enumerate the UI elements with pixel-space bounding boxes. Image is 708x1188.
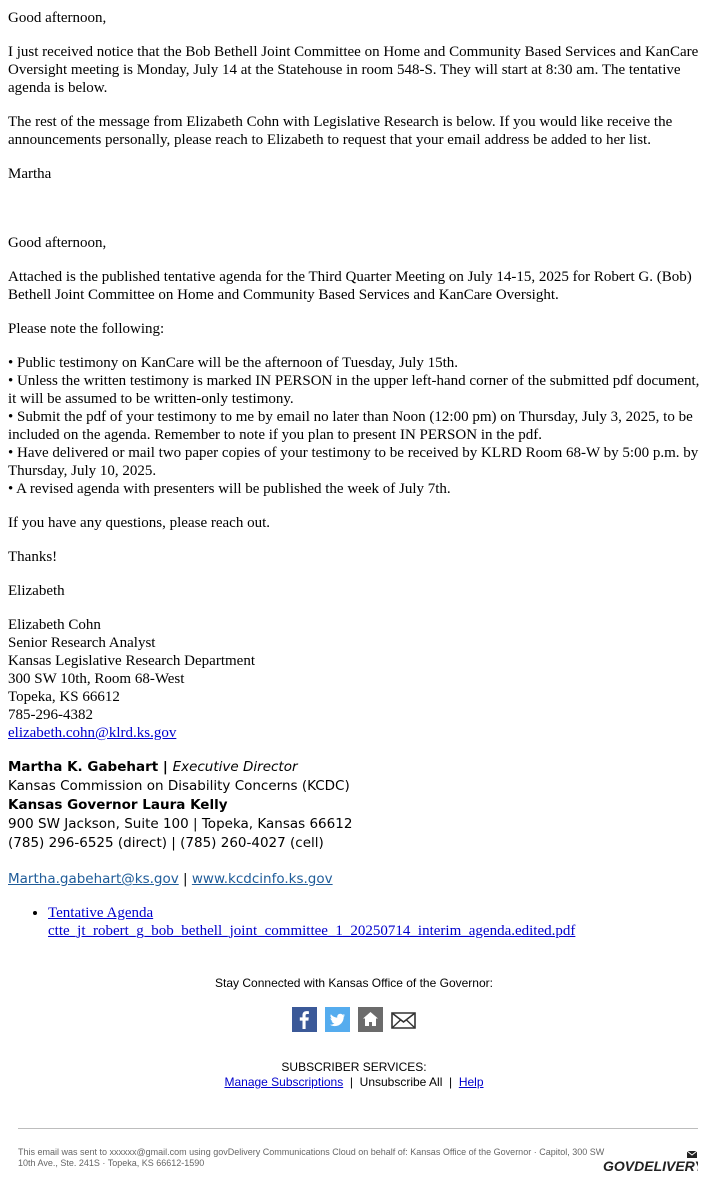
list-item: • A revised agenda with presenters will be published the week of July 7th.	[8, 481, 451, 497]
stay-connected	[0, 976, 708, 1032]
subscriber-separator: |	[442, 1075, 459, 1089]
attachment-label: Tentative Agenda	[48, 905, 154, 921]
link-separator: |	[178, 871, 192, 887]
signature-address-1: 300 SW 10th, Room 68-West	[8, 671, 185, 687]
elizabeth-email-link[interactable]: elizabeth.cohn@klrd.ks.gov	[8, 725, 177, 741]
unsubscribe-all-text: Unsubscribe All	[359, 1075, 443, 1089]
signature-title: Senior Research Analyst	[8, 635, 156, 651]
subscriber-separator: |	[343, 1075, 360, 1089]
martha-address: 900 SW Jackson, Suite 100 | Topeka, Kansas 66612	[8, 816, 353, 832]
greeting: Good afternoon,	[8, 10, 107, 26]
martha-name: Martha K. Gabehart	[8, 759, 159, 775]
email-icon[interactable]	[391, 1007, 416, 1032]
intro-section	[8, 9, 704, 183]
list-item: • Unless the written testimony is marked IN PERSON in the upper left-hand corner of the submitted pdf document, it will be assumed to be written-only testimony.	[8, 373, 700, 407]
list-item: • Public testimony on KanCare will be the afternoon of Tuesday, July 15th.	[8, 355, 459, 371]
name-separator: |	[158, 759, 173, 775]
govdelivery-logo	[603, 1151, 698, 1175]
forwarded-paragraph-3: If you have any questions, please reach out.	[8, 515, 270, 531]
footer-divider	[18, 1128, 698, 1129]
signature-address-2: Topeka, KS 66612	[8, 689, 120, 705]
subscriber-services	[0, 1060, 708, 1090]
forwarded-paragraph-1: Attached is the published tentative agenda for the Third Quarter Meeting on July 14-15, 2025 for Robert G. (Bob) Bethell Joint Committee on Home and Community Based Services and KanCare Oversight.	[8, 269, 692, 303]
intro-paragraph-1: I just received notice that the Bob Bethell Joint Committee on Home and Community Based Services and KanCare Oversight meeting is Monday, July 14 at the Statehouse in room 548-S. They will start at 8:30 am. The tentative agenda is below.	[8, 44, 699, 96]
help-link[interactable]: Help	[458, 1075, 484, 1089]
list-item: • Have delivered or mail two paper copies of your testimony to be received by KLRD Room 68-W by 5:00 p.m. by Thursday, July 10, 2025.	[8, 445, 699, 479]
forwarded-message	[8, 234, 704, 742]
attachment-list	[8, 904, 704, 940]
notes-list	[8, 354, 704, 498]
manage-subscriptions-link[interactable]: Manage Subscriptions	[224, 1075, 344, 1089]
martha-signature	[8, 758, 704, 889]
martha-role: Executive Director	[172, 759, 298, 775]
martha-organization: Kansas Commission on Disability Concerns (KCDC)	[8, 778, 350, 794]
thanks-line: Thanks!	[8, 549, 58, 565]
stay-connected-heading: Stay Connected with Kansas Office of the Governor:	[215, 976, 493, 990]
martha-phones: (785) 296-6525 (direct) | (785) 260-4027 (cell)	[8, 835, 324, 851]
home-icon[interactable]	[358, 1007, 383, 1032]
signature-name: Elizabeth Cohn	[8, 617, 101, 633]
forwarded-paragraph-2: Please note the following:	[8, 321, 165, 337]
footer-text: This email was sent to xxxxxx@gmail.com using govDelivery Communications Cloud on behalf of: Kansas Office of the Governor · Capitol, 300 SW 10th Ave., Ste. 241S · Topeka, KS 66612-1590	[18, 1147, 605, 1168]
intro-paragraph-2: The rest of the message from Elizabeth Cohn with Legislative Research is below. If you would like receive the announcements personally, please reach to Elizabeth to request that your email address be added to her list.	[8, 114, 673, 148]
attachment-link[interactable]	[48, 905, 575, 939]
forwarded-signoff: Elizabeth	[8, 583, 65, 599]
govdelivery-logo-text: GOVDELIVERY	[603, 1158, 698, 1174]
elizabeth-signature	[8, 616, 704, 742]
attachment-filename: ctte_jt_robert_g_bob_bethell_joint_committee_1_20250714_interim_agenda.edited.pdf	[48, 923, 576, 939]
twitter-icon[interactable]	[325, 1007, 350, 1032]
subscriber-heading: SUBSCRIBER SERVICES:	[281, 1060, 427, 1074]
list-item: • Submit the pdf of your testimony to me by email no later than Noon (12:00 pm) on Thursday, July 3, 2025, to be included on the agenda. Remember to note if you plan to present IN PERSON in the pdf.	[8, 409, 693, 443]
kcdc-website-link[interactable]: www.kcdcinfo.ks.gov	[191, 871, 333, 887]
list-item	[48, 904, 704, 940]
martha-email-link[interactable]: Martha.gabehart@ks.gov	[8, 871, 179, 887]
forwarded-greeting: Good afternoon,	[8, 235, 107, 251]
signature-phone: 785-296-4382	[8, 707, 93, 723]
signature-department: Kansas Legislative Research Department	[8, 653, 255, 669]
social-icons	[0, 1007, 708, 1032]
intro-signoff: Martha	[8, 166, 52, 182]
facebook-icon[interactable]	[292, 1007, 317, 1032]
governor-line: Kansas Governor Laura Kelly	[8, 797, 228, 813]
envelope-icon	[687, 1151, 697, 1158]
